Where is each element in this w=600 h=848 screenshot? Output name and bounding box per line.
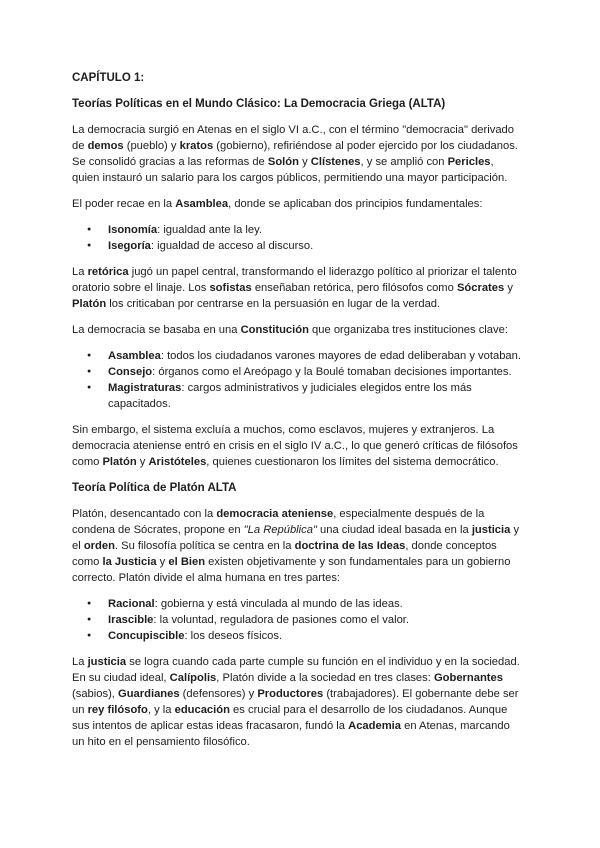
paragraph-justicia: La justicia se logra cuando cada parte cumple su función en el individuo y en la sociedad. En su ciudad ideal, Calípolis, Platón divide a la sociedad en tres clases: Gobernantes (sabios), Guardianes (defensores) y Productores (trabajadores). El gobernante debe ser un rey filósofo, y la educación es crucial para el desarrollo de los ciudadanos. Aunque sus intentos de aplicar estas ideas fracasaron, fundó la Academia en Atenas, marcando un hito en el pensamiento filosófico. — [72, 656, 520, 748]
paragraph-constitucion: La democracia se basaba en una Constitución que organizaba tres instituciones clave: — [72, 324, 508, 336]
document-page — [72, 70, 524, 760]
list-principios — [72, 222, 524, 254]
list-item: ● Isonomía: igualdad ante la ley. — [72, 222, 524, 238]
list-item: ● Isegoría: igualdad de acceso al discurso. — [72, 238, 524, 254]
list-item: ● Irascible: la voluntad, reguladora de pasiones como el valor. — [72, 612, 524, 628]
list-item: ● Consejo: órganos como el Areópago y la Boulé tomaban decisiones importantes. — [72, 364, 524, 380]
list-item: ● Magistraturas: cargos administrativos y judiciales elegidos entre los más capacitados. — [72, 380, 524, 412]
list-item: ● Concupiscible: los deseos físicos. — [72, 628, 524, 644]
paragraph-retorica: La retórica jugó un papel central, transformando el liderazgo político al priorizar el talento oratorio sobre el linaje. Los sofistas enseñaban retórica, pero filósofos como Sócrates y Platón los criticaban por centrarse en la persuasión en lugar de la verdad. — [72, 266, 517, 310]
section-title-platon: Teoría Política de Platón ALTA — [72, 482, 237, 494]
section-title-democracia: Teorías Políticas en el Mundo Clásico: La Democracia Griega (ALTA) — [72, 98, 446, 110]
list-instituciones — [72, 348, 524, 412]
list-item: ● Racional: gobierna y está vinculada al mundo de las ideas. — [72, 596, 524, 612]
paragraph-asamblea: El poder recae en la Asamblea, donde se aplicaban dos principios fundamentales: — [72, 198, 483, 210]
list-alma — [72, 596, 524, 644]
paragraph-platon: Platón, desencantado con la democracia ateniense, especialmente después de la condena de Sócrates, propone en "La República" una ciudad ideal basada en la justicia y el orden. Su filosofía política se centra en la doctrina de las Ideas, donde conceptos como la Justicia y el Bien existen objetivamente y son fundamentales para un gobierno correcto. Platón divide el alma humana en tres partes: — [72, 508, 520, 584]
paragraph-crisis: Sin embargo, el sistema excluía a muchos, como esclavos, mujeres y extranjeros. La democracia ateniense entró en crisis en el siglo IV a.C., lo que generó críticas de filósofos como Platón y Aristóteles, quienes cuestionaron los límites del sistema democrático. — [72, 424, 518, 468]
list-item: ● Asamblea: todos los ciudadanos varones mayores de edad deliberaban y votaban. — [72, 348, 524, 364]
chapter-heading: CAPÍTULO 1: — [72, 72, 145, 84]
paragraph-origen-democracia: La democracia surgió en Atenas en el siglo VI a.C., con el término "democracia" derivado de demos (pueblo) y kratos (gobierno), refiriéndose al poder ejercido por los ciudadanos. Se consolidó gracias a las reformas de Solón y Clístenes, y se amplió con Pericles, quien instauró un salario para los cargos públicos, permitiendo una mayor participación. — [72, 124, 518, 184]
